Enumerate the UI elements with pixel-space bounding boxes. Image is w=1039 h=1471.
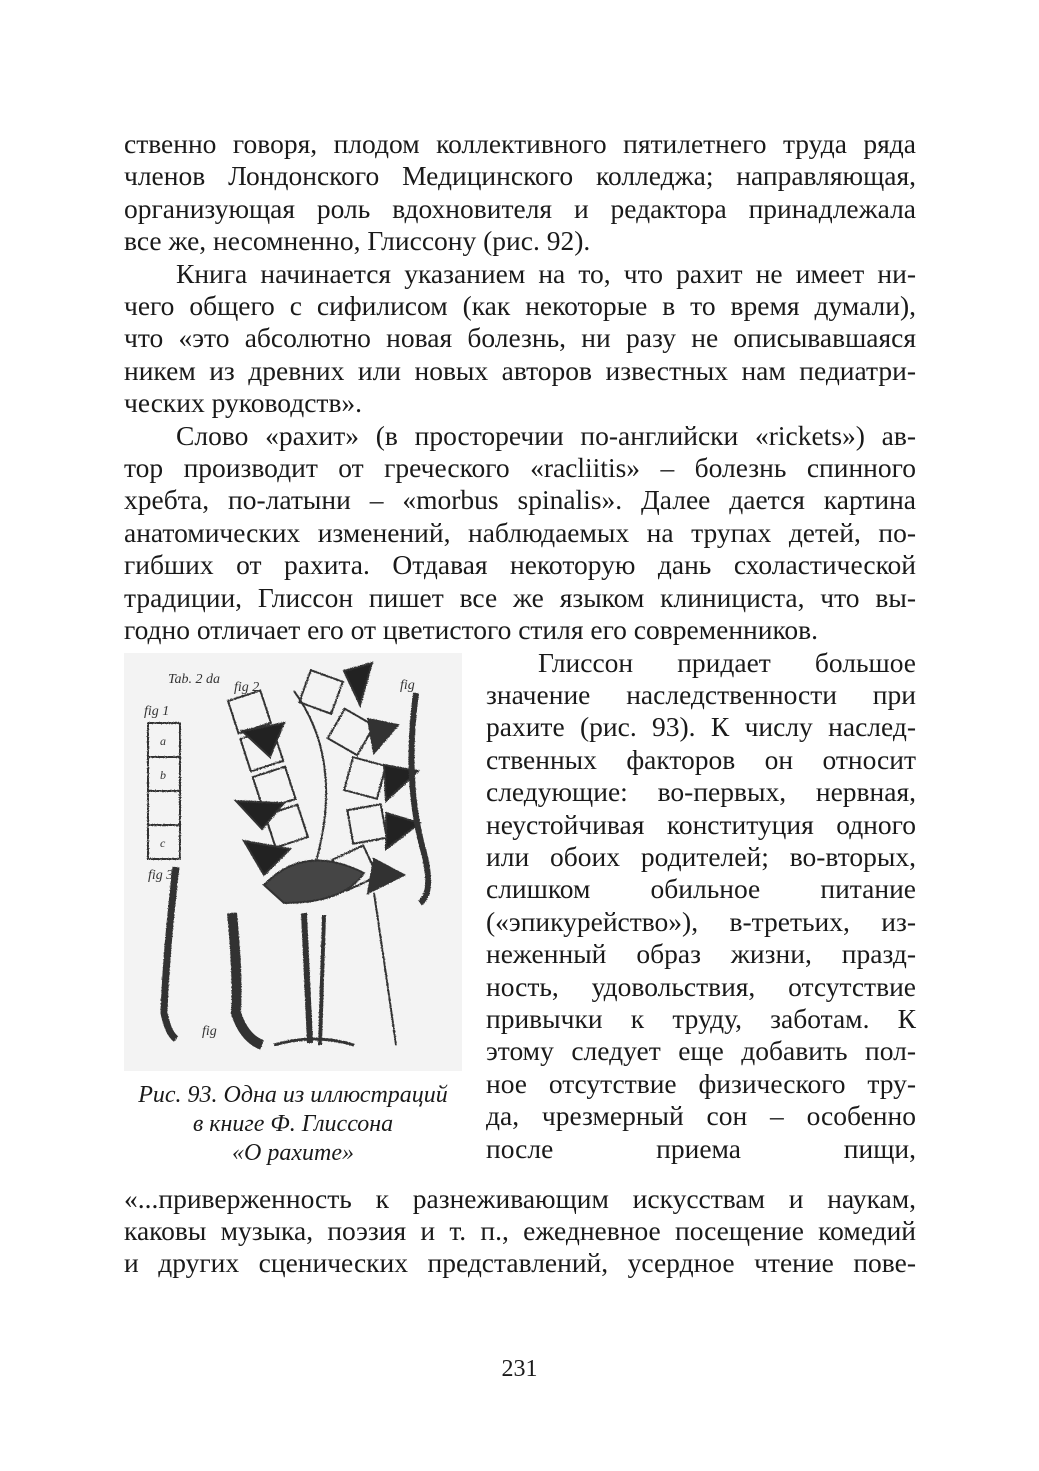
text-line: значение наследственности при [486,678,916,710]
figure-wrap-area [124,647,916,1183]
text-line: что «это абсолютно новая болезнь, ни разу не описывавшаяся [124,322,916,354]
paragraph-1 [124,128,916,258]
text-line: годно отличает его от цветистого стиля его современников. [124,614,819,646]
paragraph-4-side [486,647,916,1166]
text-line: Слово «рахит» (в просторечии по-английски «rickets») ав- [176,419,916,451]
text-line: («эпикурейство»), в-третьих, из- [486,905,916,937]
caption-line: в книге Ф. Глиссона [192,1110,394,1137]
paragraph-2 [124,258,916,420]
text-line: «...приверженность к разнеживающим искусствам и наукам, [124,1182,916,1214]
text-line: каковы музыка, поэзия и т. п., ежедневное посещение комедий [124,1214,916,1246]
text-line: неустойчивая конституция одного [486,808,916,840]
text-line: ное отсутствие физического тру- [486,1067,916,1099]
label-b: b [160,767,166,782]
text-line: традиции, Глиссон пишет все же языком клинициста, что вы- [124,581,916,613]
text-line: хребта, по-латыни – «morbus spinalis». Далее дается картина [124,484,916,516]
page-body [124,128,916,1280]
text-line: и других сценических представлений, усердное чтение пове- [124,1247,916,1279]
text-line: организующая роль вдохновителя и редактора принадлежала [124,192,916,224]
text-line: слишком обильное питание [486,873,916,905]
text-line: рахите (рис. 93). К числу наслед- [486,711,916,743]
text-line: ственных факторов он относит [486,743,916,775]
label-a: a [160,733,166,748]
text-line: чего общего с сифилисом (как некоторые в то время думали), [124,290,916,322]
text-line: гибших от рахита. Отдавая некоторую дань схоластической [124,549,916,581]
text-line: никем из древних или новых авторов известных нам педиатри- [124,354,916,386]
text-line: ность, удовольствия, отсутствие [486,970,916,1002]
text-line: членов Лондонского Медицинского колледжа; направляющая, [124,160,916,192]
anatomical-illustration [124,653,462,1071]
paragraph-3 [124,420,916,647]
label-fig4: fig [400,677,415,693]
text-line: ческих руководств». [124,387,363,419]
label-c: c [160,835,166,850]
caption-line: «О рахите» [232,1139,354,1166]
text-line: привычки к труду, заботам. К [486,1002,916,1034]
text-line: тор производит от греческого «racliitis» – болезнь спинного [124,452,916,484]
text-line: неженный образ жизни, празд- [486,938,916,970]
text-line: после приема пищи, [486,1132,916,1164]
caption-line: Рис. 93. Одна из иллюстраций [138,1081,448,1108]
label-fig1: fig 1 [144,703,170,719]
text-line: Глиссон придает большое [538,646,916,678]
label-fig5: fig [202,1023,217,1039]
text-line: этому следует еще добавить пол- [486,1035,916,1067]
text-line: анатомических изменений, наблюдаемых на трупах детей, по- [124,516,916,548]
figure-caption [124,1081,462,1168]
text-line: или обоих родителей; во-вторых, [486,840,916,872]
label-fig3: fig 3 [148,867,174,883]
label-tab: Tab. 2 da [168,671,221,687]
text-line: все же, несомненно, Глиссону (рис. 92). [124,225,591,257]
text-line: следующие: во-первых, нервная, [486,776,916,808]
illustration-drawing [124,653,462,1071]
text-line: Книга начинается указанием на то, что рахит не имеет ни- [176,257,916,289]
text-line: да, чрезмерный сон – особенно [486,1100,916,1132]
text-line: ственно говоря, плодом коллективного пятилетнего труда ряда [124,128,916,159]
label-fig2: fig 2 [234,679,260,695]
page-number: 231 [501,1356,538,1382]
figure-93 [124,653,462,1168]
paragraph-4-continued [124,1183,916,1280]
